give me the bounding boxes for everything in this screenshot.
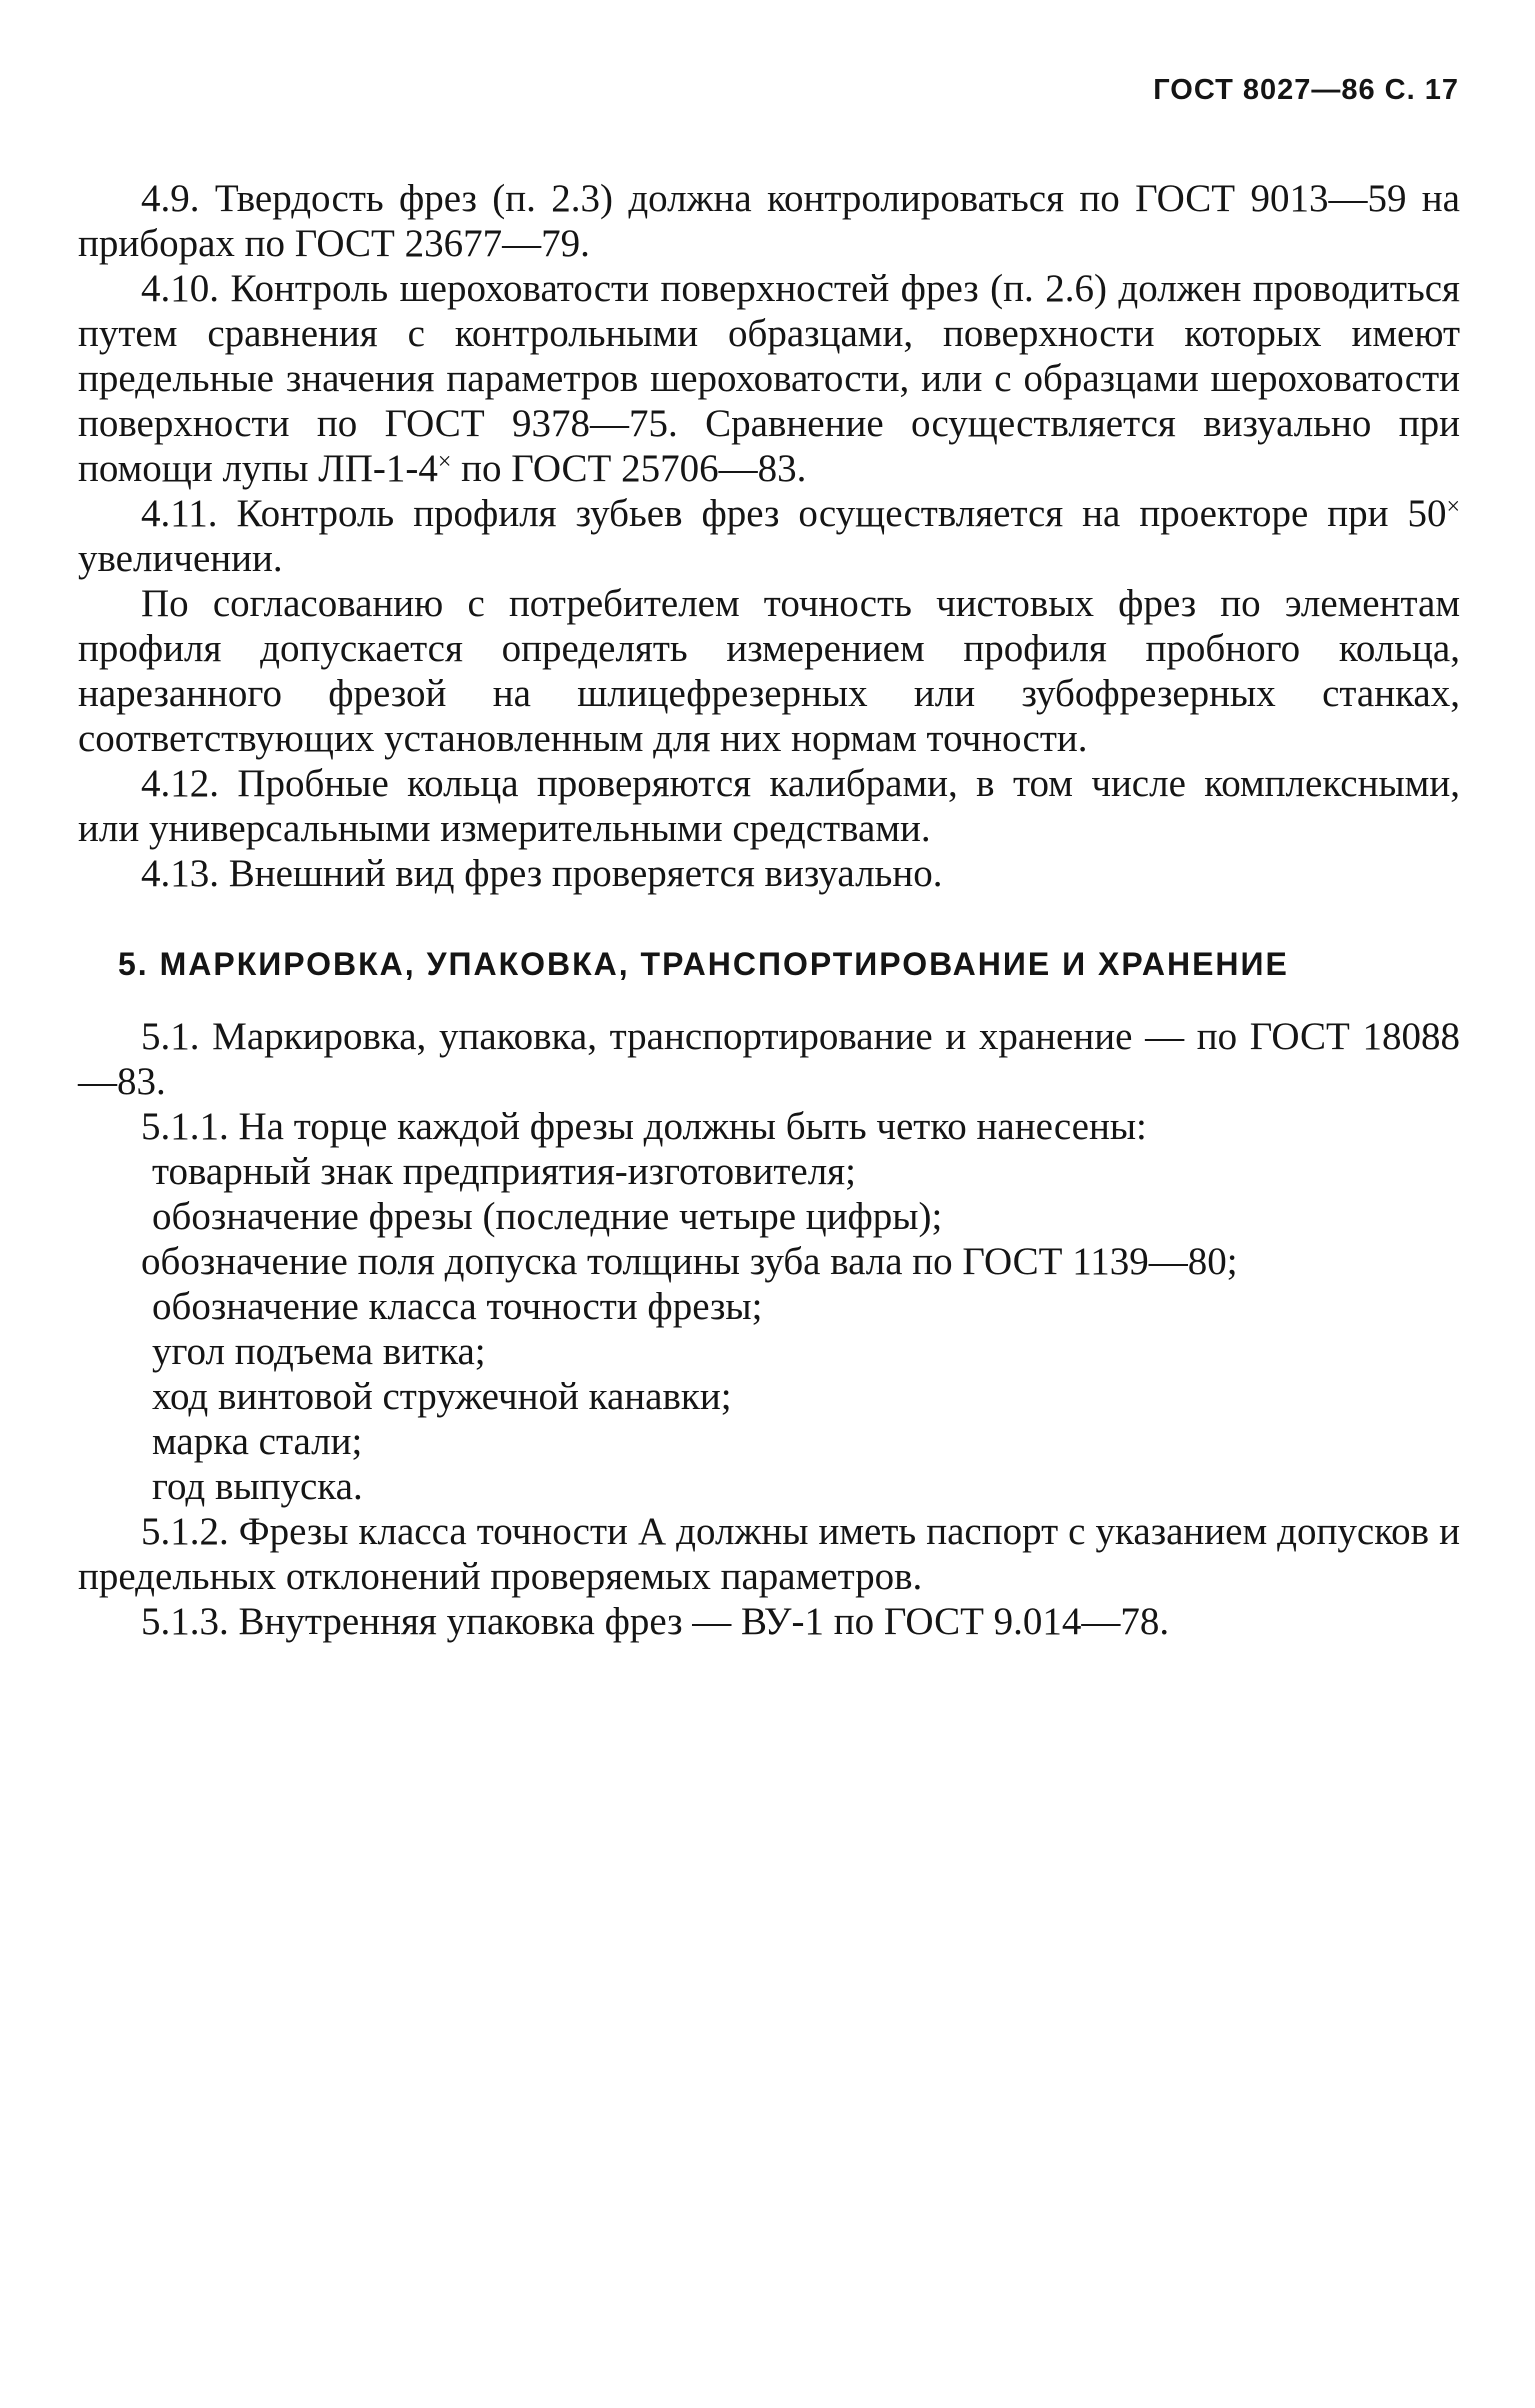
marking-list-item: товарный знак предприятия-изготовителя; bbox=[152, 1150, 856, 1193]
marking-list-item: ход винтовой стружечной канавки; bbox=[152, 1375, 732, 1418]
paragraph-4-12: 4.12. Пробные кольца проверяются калибрами, в том числе комплексными, или универсальными измерительными средствами. bbox=[78, 762, 1460, 850]
magnification-sign: × bbox=[437, 449, 452, 475]
paragraph-5-1-2: 5.1.2. Фрезы класса точности А должны иметь паспорт с указанием допусков и предельных отклонений проверяемых параметров. bbox=[78, 1510, 1460, 1598]
marking-list-item: марка стали; bbox=[152, 1420, 363, 1463]
section-5-title: 5. МАРКИРОВКА, УПАКОВКА, ТРАНСПОРТИРОВАНИЕ И ХРАНЕНИЕ bbox=[118, 946, 1289, 982]
paragraph-5-1-1: 5.1.1. На торце каждой фрезы должны быть четко нанесены: bbox=[141, 1105, 1147, 1148]
paragraph-4-10-tail: по ГОСТ 25706—83. bbox=[451, 447, 807, 490]
paragraph-5-1-3: 5.1.3. Внутренняя упаковка фрез — ВУ-1 по ГОСТ 9.014—78. bbox=[141, 1600, 1170, 1643]
paragraph-4-9: 4.9. Твердость фрез (п. 2.3) должна контролироваться по ГОСТ 9013—59 на приборах по ГОСТ 23677—79. bbox=[78, 177, 1460, 265]
paragraph-5-1: 5.1. Маркировка, упаковка, транспортирование и хранение — по ГОСТ 18088—83. bbox=[78, 1015, 1460, 1103]
paragraph-4-11-text: 4.11. Контроль профиля зубьев фрез осуществляется на проекторе при 50 bbox=[141, 492, 1447, 535]
marking-list-item: год выпуска. bbox=[152, 1465, 363, 1508]
paragraph-4-10 bbox=[78, 266, 1460, 491]
paragraph-4-11-extra: По согласованию с потребителем точность чистовых фрез по элементам профиля допускается определять измерением профиля пробного кольца, нарезанного фрезой на шлицефрезерных или зубофрезерных станках, соответствующих установленным для них нормам точности. bbox=[78, 582, 1460, 760]
paragraph-4-11 bbox=[78, 491, 1460, 581]
document-body bbox=[78, 176, 1460, 1644]
marking-list-item: обозначение фрезы (последние четыре цифры); bbox=[152, 1195, 943, 1238]
magnification-sign: × bbox=[1446, 494, 1460, 520]
page-header: ГОСТ 8027—86 С. 17 bbox=[1153, 74, 1459, 106]
paragraph-4-10-text: 4.10. Контроль шероховатости поверхностей фрез (п. 2.6) должен проводиться путем сравнения с контрольными образцами, поверхности которых имеют предельные значения параметров шероховатости, или с образцами шероховатости поверхности по ГОСТ 9378—75. Сравнение осуществляется визуально при помощи лупы ЛП-1-4 bbox=[78, 267, 1460, 490]
paragraph-4-11-tail: увеличении. bbox=[78, 537, 283, 580]
paragraph-4-13: 4.13. Внешний вид фрез проверяется визуально. bbox=[141, 852, 943, 895]
marking-list-item: угол подъема витка; bbox=[152, 1330, 486, 1373]
marking-list bbox=[78, 1149, 1460, 1509]
marking-list-item: обозначение поля допуска толщины зуба вала по ГОСТ 1139—80; bbox=[141, 1240, 1238, 1283]
marking-list-item: обозначение класса точности фрезы; bbox=[152, 1285, 763, 1328]
